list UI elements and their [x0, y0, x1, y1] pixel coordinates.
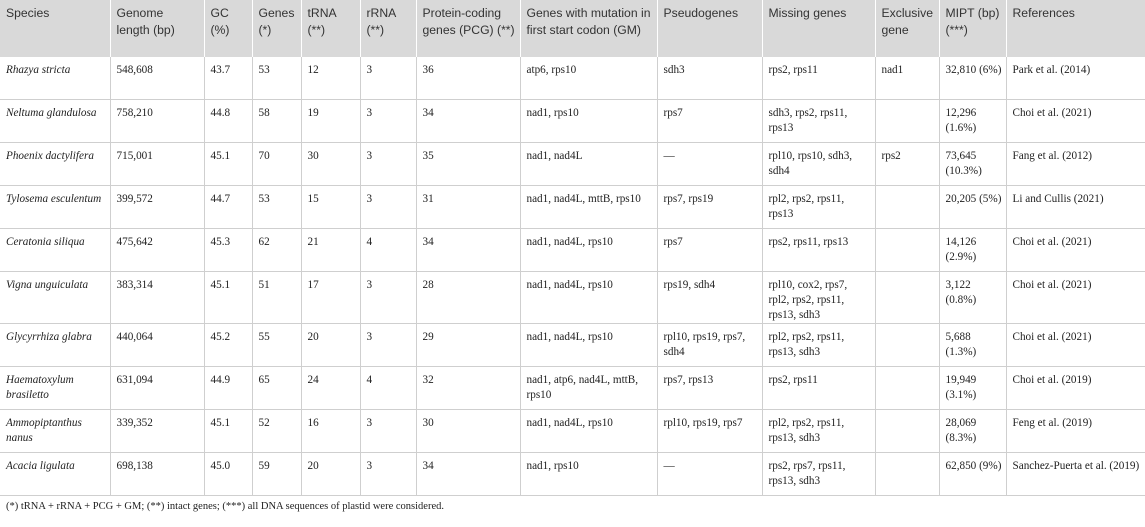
table-cell: 45.2: [204, 323, 252, 366]
table-row: [0, 99, 1145, 142]
table-cell: 44.8: [204, 99, 252, 142]
table-cell: 62: [252, 228, 301, 271]
table-cell: 70: [252, 142, 301, 185]
table-cell: 32: [416, 366, 520, 409]
table-cell: 34: [416, 99, 520, 142]
table-cell: 58: [252, 99, 301, 142]
table-cell: 12,296 (1.6%): [939, 99, 1006, 142]
table-cell: Choi et al. (2021): [1006, 323, 1145, 366]
table-cell: nad1, nad4L, rps10: [520, 323, 657, 366]
table-cell: 16: [301, 409, 360, 452]
table-cell: 631,094: [110, 366, 204, 409]
table-cell: [875, 271, 939, 323]
header-cell: MIPT (bp) (***): [939, 0, 1006, 57]
table-cell: [875, 366, 939, 409]
header-cell: GC (%): [204, 0, 252, 57]
table-row: [0, 323, 1145, 366]
table-cell: 4: [360, 366, 416, 409]
table-footnote: (*) tRNA + rRNA + PCG + GM; (**) intact genes; (***) all DNA sequences of plastid were considered.: [6, 500, 444, 512]
table-row: [0, 271, 1145, 323]
table-cell: rpl10, cox2, rps7, rpl2, rps2, rps11, rps13, sdh3: [762, 271, 875, 323]
species-cell: Rhazya stricta: [0, 57, 110, 99]
table-cell: 28: [416, 271, 520, 323]
table-cell: 29: [416, 323, 520, 366]
table-cell: Park et al. (2014): [1006, 57, 1145, 99]
table-cell: rpl2, rps2, rps11, rps13: [762, 185, 875, 228]
table-cell: 3: [360, 57, 416, 99]
table-cell: 31: [416, 185, 520, 228]
table-cell: Li and Cullis (2021): [1006, 185, 1145, 228]
species-cell: Ammopiptanthus nanus: [0, 409, 110, 452]
table-cell: 19: [301, 99, 360, 142]
table-cell: 59: [252, 452, 301, 495]
table-cell: 45.0: [204, 452, 252, 495]
table-cell: 20: [301, 323, 360, 366]
table-cell: 399,572: [110, 185, 204, 228]
species-cell: Phoenix dactylifera: [0, 142, 110, 185]
table-cell: rps19, sdh4: [657, 271, 762, 323]
table-cell: rps7: [657, 228, 762, 271]
table-cell: nad1, nad4L, rps10: [520, 271, 657, 323]
table-row: [0, 452, 1145, 495]
table-cell: 20,205 (5%): [939, 185, 1006, 228]
table-cell: 339,352: [110, 409, 204, 452]
table-cell: Choi et al. (2021): [1006, 99, 1145, 142]
table-row: [0, 142, 1145, 185]
table-cell: 3: [360, 142, 416, 185]
table-cell: Sanchez-Puerta et al. (2019): [1006, 452, 1145, 495]
table-cell: sdh3: [657, 57, 762, 99]
table-cell: 3: [360, 99, 416, 142]
table-cell: Fang et al. (2012): [1006, 142, 1145, 185]
species-cell: Ceratonia siliqua: [0, 228, 110, 271]
table-cell: 4: [360, 228, 416, 271]
table-cell: 475,642: [110, 228, 204, 271]
table-cell: 3: [360, 271, 416, 323]
table-cell: [875, 99, 939, 142]
table-row: [0, 228, 1145, 271]
table-cell: 43.7: [204, 57, 252, 99]
table-cell: 3: [360, 409, 416, 452]
table-row: [0, 366, 1145, 409]
table-cell: 44.9: [204, 366, 252, 409]
table-cell: nad1, rps10: [520, 452, 657, 495]
table-cell: [875, 228, 939, 271]
table-cell: nad1, nad4L, mttB, rps10: [520, 185, 657, 228]
table-cell: [875, 185, 939, 228]
header-cell: Missing genes: [762, 0, 875, 57]
header-cell: References: [1006, 0, 1145, 57]
header-row: [0, 0, 1145, 57]
species-cell: Tylosema esculentum: [0, 185, 110, 228]
table-cell: rps7, rps13: [657, 366, 762, 409]
table-cell: nad1, nad4L: [520, 142, 657, 185]
table-cell: 440,064: [110, 323, 204, 366]
table-cell: 62,850 (9%): [939, 452, 1006, 495]
table-cell: 15: [301, 185, 360, 228]
table-cell: 383,314: [110, 271, 204, 323]
table-cell: —: [657, 452, 762, 495]
species-cell: Vigna unguiculata: [0, 271, 110, 323]
table-cell: 36: [416, 57, 520, 99]
table-cell: 28,069 (8.3%): [939, 409, 1006, 452]
table-cell: rps2, rps11: [762, 366, 875, 409]
table-cell: 55: [252, 323, 301, 366]
table-cell: rpl10, rps19, rps7: [657, 409, 762, 452]
table-cell: nad1, atp6, nad4L, mttB, rps10: [520, 366, 657, 409]
table-cell: 3: [360, 185, 416, 228]
table-cell: rps7, rps19: [657, 185, 762, 228]
table-cell: nad1, nad4L, rps10: [520, 409, 657, 452]
table-cell: 35: [416, 142, 520, 185]
table-cell: 44.7: [204, 185, 252, 228]
table-cell: rpl2, rps2, rps11, rps13, sdh3: [762, 323, 875, 366]
table-cell: 30: [301, 142, 360, 185]
table-cell: atp6, rps10: [520, 57, 657, 99]
table-cell: 34: [416, 452, 520, 495]
table-cell: rps2, rps7, rps11, rps13, sdh3: [762, 452, 875, 495]
table-cell: 3: [360, 452, 416, 495]
header-cell: Pseudogenes: [657, 0, 762, 57]
table-cell: nad1: [875, 57, 939, 99]
table-cell: rps2: [875, 142, 939, 185]
table-row: [0, 409, 1145, 452]
table-cell: [875, 323, 939, 366]
table-cell: 52: [252, 409, 301, 452]
species-cell: Acacia ligulata: [0, 452, 110, 495]
table-cell: rpl10, rps10, sdh3, sdh4: [762, 142, 875, 185]
table-cell: 14,126 (2.9%): [939, 228, 1006, 271]
table-cell: 45.3: [204, 228, 252, 271]
header-cell: Genes with mutation in first start codon (GM): [520, 0, 657, 57]
table-cell: 19,949 (3.1%): [939, 366, 1006, 409]
table-cell: sdh3, rps2, rps11, rps13: [762, 99, 875, 142]
table-cell: nad1, rps10: [520, 99, 657, 142]
species-cell: Glycyrrhiza glabra: [0, 323, 110, 366]
header-cell: Genome length (bp): [110, 0, 204, 57]
table-cell: 32,810 (6%): [939, 57, 1006, 99]
header-cell: Exclusive gene: [875, 0, 939, 57]
table-cell: 45.1: [204, 271, 252, 323]
table-cell: nad1, nad4L, rps10: [520, 228, 657, 271]
table-cell: 30: [416, 409, 520, 452]
table-cell: 20: [301, 452, 360, 495]
table-cell: 24: [301, 366, 360, 409]
table-cell: 548,608: [110, 57, 204, 99]
table-cell: 715,001: [110, 142, 204, 185]
header-cell: tRNA (**): [301, 0, 360, 57]
table-cell: 17: [301, 271, 360, 323]
header-cell: Species: [0, 0, 110, 57]
table-row: [0, 185, 1145, 228]
table-cell: rpl10, rps19, rps7, sdh4: [657, 323, 762, 366]
header-cell: Protein-coding genes (PCG) (**): [416, 0, 520, 57]
table-cell: 12: [301, 57, 360, 99]
table-cell: 698,138: [110, 452, 204, 495]
table-cell: 758,210: [110, 99, 204, 142]
table-cell: [875, 452, 939, 495]
table-cell: 65: [252, 366, 301, 409]
table-cell: 34: [416, 228, 520, 271]
table-cell: 73,645 (10.3%): [939, 142, 1006, 185]
table-cell: Choi et al. (2021): [1006, 228, 1145, 271]
table-cell: Choi et al. (2019): [1006, 366, 1145, 409]
table-row: [0, 57, 1145, 99]
table-cell: 45.1: [204, 409, 252, 452]
table-cell: [875, 409, 939, 452]
table-cell: Feng et al. (2019): [1006, 409, 1145, 452]
species-cell: Haematoxylum brasiletto: [0, 366, 110, 409]
table-cell: 51: [252, 271, 301, 323]
table-cell: Choi et al. (2021): [1006, 271, 1145, 323]
header-cell: Genes (*): [252, 0, 301, 57]
header-cell: rRNA (**): [360, 0, 416, 57]
table-cell: 3,122 (0.8%): [939, 271, 1006, 323]
table-cell: 5,688 (1.3%): [939, 323, 1006, 366]
table-cell: rps2, rps11, rps13: [762, 228, 875, 271]
species-cell: Neltuma glandulosa: [0, 99, 110, 142]
table-cell: —: [657, 142, 762, 185]
table-cell: 53: [252, 57, 301, 99]
table-cell: rps2, rps11: [762, 57, 875, 99]
table-cell: 3: [360, 323, 416, 366]
table-cell: 53: [252, 185, 301, 228]
table-cell: rpl2, rps2, rps11, rps13, sdh3: [762, 409, 875, 452]
table-cell: rps7: [657, 99, 762, 142]
table-cell: 21: [301, 228, 360, 271]
table-cell: 45.1: [204, 142, 252, 185]
